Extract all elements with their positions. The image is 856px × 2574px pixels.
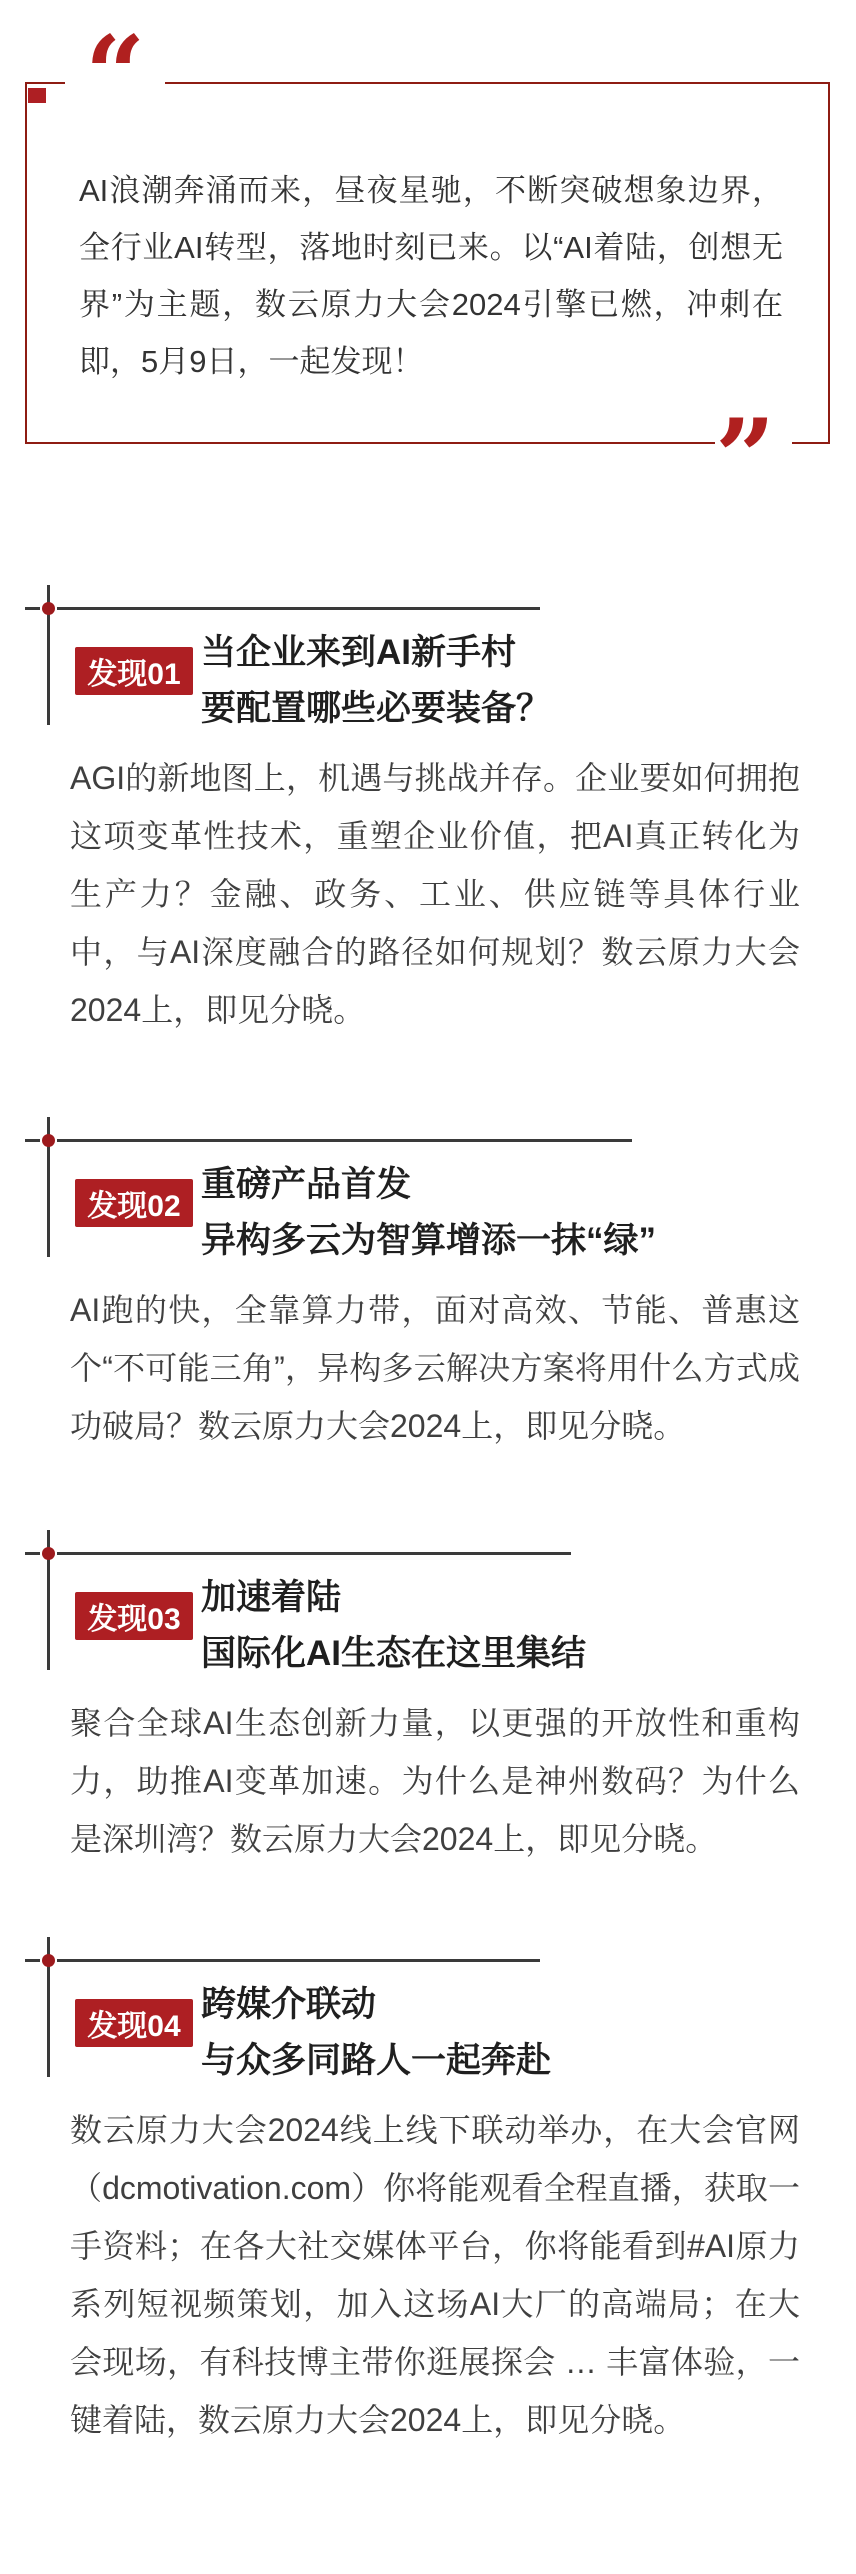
discovery-section-4 xyxy=(0,1953,856,2449)
discovery-badge: 发现01 xyxy=(75,647,193,695)
section-title-line2: 要配置哪些必要装备？ xyxy=(201,689,552,728)
section-body-text: 数云原力大会2024线上线下联动举办，在大会官网（dcmotivation.com）你将能观看全程直播，获取一手资料；在各大社交媒体平台，你将能看到#AI原力系列短视频策划，加入这场AI大厂的高端局；在大会现场，有科技博主带你逛展探会 … 丰富体验，一键着陆，数云原力大会2024上，即见分晓。 xyxy=(70,2112,800,2438)
section-divider xyxy=(0,1546,856,1560)
section-title-line1: 加速着陆 xyxy=(201,1578,342,1617)
discovery-badge: 发现02 xyxy=(75,1179,193,1227)
section-title-line1: 跨媒介联动 xyxy=(201,1985,377,2024)
discovery-section-2 xyxy=(0,1133,856,1455)
section-title-line1: 当企业来到AI新手村 xyxy=(201,633,517,672)
section-title xyxy=(201,1157,656,1269)
discovery-badge: 发现03 xyxy=(75,1592,193,1640)
section-title xyxy=(201,625,551,737)
marker-dot-icon xyxy=(42,602,55,615)
open-quote-icon: “ xyxy=(85,12,144,136)
rule-dash xyxy=(25,1552,40,1555)
section-title xyxy=(201,1977,551,2089)
section-title-line2: 与众多同路人一起奔赴 xyxy=(201,2041,552,2080)
article-page xyxy=(0,12,856,2574)
section-header xyxy=(75,1977,856,2089)
intro-quote-block xyxy=(25,12,830,519)
section-header xyxy=(75,625,856,737)
discovery-section-3 xyxy=(0,1546,856,1868)
section-title xyxy=(201,1570,586,1682)
rule-dash xyxy=(25,1139,40,1142)
section-divider xyxy=(0,1133,856,1147)
rule-horizontal-line xyxy=(57,1139,632,1142)
marker-dot-icon xyxy=(42,1954,55,1967)
quote-border-top-right xyxy=(165,82,828,84)
marker-dot-icon xyxy=(42,1547,55,1560)
rule-dash xyxy=(25,1959,40,1962)
section-header xyxy=(75,1157,856,1269)
discovery-section-1 xyxy=(0,601,856,1039)
rule-horizontal-line xyxy=(57,607,540,610)
section-title-line1: 重磅产品首发 xyxy=(201,1165,412,1204)
section-header xyxy=(75,1570,856,1682)
section-body-text: 聚合全球AI生态创新力量，以更强的开放性和重构力，助推AI变革加速。为什么是神州数码？为什么是深圳湾？数云原力大会2024上，即见分晓。 xyxy=(70,1705,800,1857)
quote-text: AI浪潮奔涌而来，昼夜星驰，不断突破想象边界，全行业AI转型，落地时刻已来。以“AI着陆，创想无界”为主题，数云原力大会2024引擎已燃，冲刺在即，5月9日，一起发现！ xyxy=(79,173,783,379)
section-title-line2: 异构多云为智算增添一抹“绿” xyxy=(201,1221,657,1260)
rule-dash xyxy=(25,607,40,610)
quote-border-bottom-left xyxy=(27,442,715,444)
quote-border-top-left xyxy=(27,82,65,84)
section-divider xyxy=(0,1953,856,1967)
section-divider xyxy=(0,601,856,615)
section-title-line2: 国际化AI生态在这里集结 xyxy=(201,1634,587,1673)
rule-horizontal-line xyxy=(57,1959,540,1962)
rule-horizontal-line xyxy=(57,1552,571,1555)
section-body-text: AGI的新地图上，机遇与挑战并存。企业要如何拥抱这项变革性技术，重塑企业价值，把AI真正转化为生产力？金融、政务、工业、供应链等具体行业中，与AI深度融合的路径如何规划？数云原力大会2024上，即见分晓。 xyxy=(70,760,800,1028)
discovery-badge: 发现04 xyxy=(75,1999,193,2047)
quote-border-bottom-right xyxy=(792,442,828,444)
close-quote-icon: ” xyxy=(715,395,774,519)
section-body-text: AI跑的快，全靠算力带，面对高效、节能、普惠这个“不可能三角”，异构多云解决方案将用什么方式成功破局？数云原力大会2024上，即见分晓。 xyxy=(70,1292,800,1444)
marker-dot-icon xyxy=(42,1134,55,1147)
